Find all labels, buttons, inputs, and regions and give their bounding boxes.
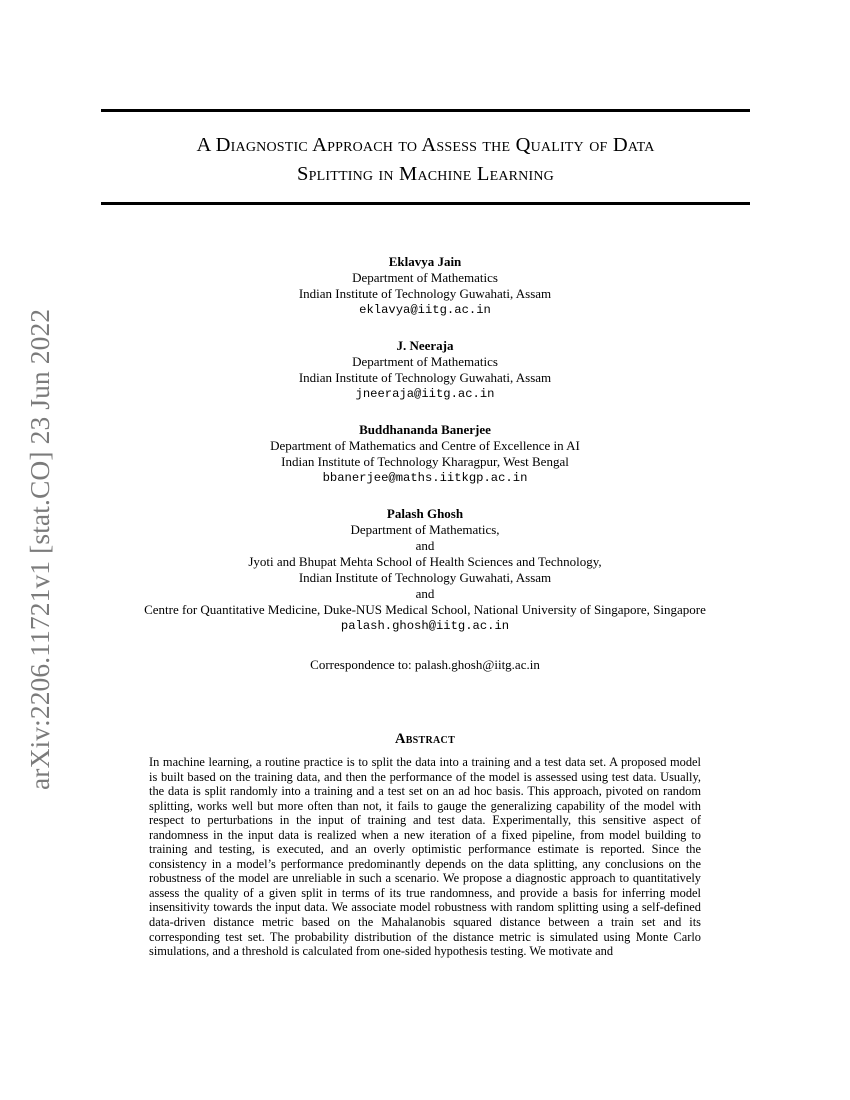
author-name: Eklavya Jain xyxy=(388,254,462,269)
author-affiliation-line: Department of Mathematics and Centre of Excellence in AI xyxy=(270,438,580,453)
arxiv-side-stamp: arXiv:2206.11721v1 [stat.CO] 23 Jun 2022 xyxy=(24,308,55,790)
author-affiliation-line: and xyxy=(415,538,435,553)
author-affiliation-line: Indian Institute of Technology Guwahati, Assam xyxy=(298,286,552,301)
paper-title-line-1: A Diagnostic Approach to Assess the Quality of Data xyxy=(196,134,655,156)
title-rule-top xyxy=(101,109,750,112)
paper-title xyxy=(101,131,750,189)
author-name: Buddhananda Banerjee xyxy=(359,422,491,437)
author-email: bbanerjee@maths.iitkgp.ac.in xyxy=(322,471,528,485)
author-email: palash.ghosh@iitg.ac.in xyxy=(340,619,510,633)
author-email: eklavya@iitg.ac.in xyxy=(359,303,491,317)
author-affiliation-line: Department of Mathematics, xyxy=(350,522,500,537)
title-rule-bottom xyxy=(101,202,750,205)
author-affiliation-line: Indian Institute of Technology Guwahati, Assam xyxy=(298,370,552,385)
paper-title-line-2: Splitting in Machine Learning xyxy=(297,163,554,185)
author-affiliation-line: Indian Institute of Technology Guwahati, Assam xyxy=(298,570,552,585)
author-affiliation-line: Centre for Quantitative Medicine, Duke-NUS Medical School, National University of Singapore, Singapore xyxy=(144,602,706,617)
author-name: Palash Ghosh xyxy=(386,506,464,521)
author-block xyxy=(0,338,850,402)
author-affiliation-line: Department of Mathematics xyxy=(352,354,498,369)
correspondence-note: Correspondence to: palash.ghosh@iitg.ac.in xyxy=(310,657,540,672)
author-affiliation-line: Jyoti and Bhupat Mehta School of Health Sciences and Technology, xyxy=(248,554,602,569)
author-affiliation-line: Department of Mathematics xyxy=(352,270,498,285)
author-block xyxy=(0,506,850,634)
abstract-body: In machine learning, a routine practice is to split the data into a training and a test data set. A proposed model is built based on the training data, and then the performance of the model is assessed using test data. Usually, the data is split randomly into a training and a test set on an ad hoc basis. This approach, pivoted on random splitting, works well but more often than not, it fails to gauge the generalizing capability of the model with respect to perturbations in the input of training and test data. Experimentally, this sensitive aspect of randomness in the input data is realized when a new iteration of a fixed pipeline, from model building to training and testing, is executed, and an overly optimistic performance estimate is reported. Since the consistency in a model’s performance predominantly depends on the data splitting, any conclusions on the robustness of the model are unreliable in such a scenario. We propose a diagnostic approach to quantitatively assess the quality of a given split in terms of its true randomness, and provide a basis for inferring model insensitivity towards the input data. We associate model robustness with random splitting using a self-defined data-driven distance metric based on the Mahalanobis squared distance between a train set and its corresponding test set. The probability distribution of the distance metric is simulated using Monte Carlo simulations, and a threshold is calculated from one-sided hypothesis testing. We motivate and xyxy=(149,755,701,959)
author-affiliation-line: and xyxy=(415,586,435,601)
author-name: J. Neeraja xyxy=(396,338,454,353)
author-list xyxy=(0,254,850,654)
abstract-heading: Abstract xyxy=(394,731,456,747)
author-block xyxy=(0,254,850,318)
author-email: jneeraja@iitg.ac.in xyxy=(355,387,495,401)
author-affiliation-line: Indian Institute of Technology Kharagpur, West Bengal xyxy=(281,454,569,469)
author-block xyxy=(0,422,850,486)
